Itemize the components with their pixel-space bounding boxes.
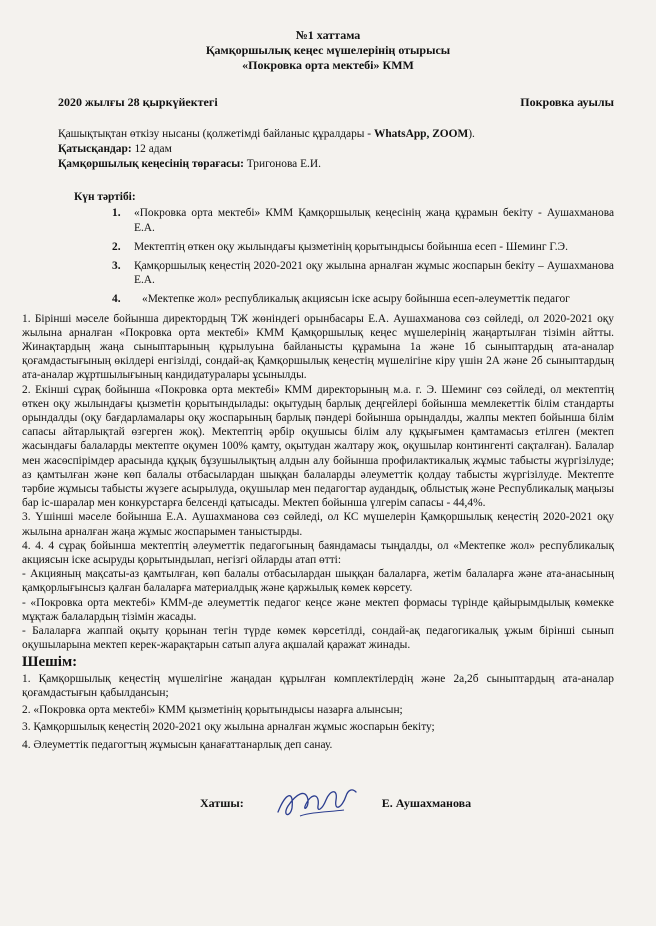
meeting-title: Қамқоршылық кеңес мүшелерінің отырысы — [205, 43, 451, 57]
meeting-format: Қашықтықтан өткізу нысаны (қолжетімді байланыс құралдары - WhatsApp, ZOOM). — [58, 128, 475, 141]
secretary-label: Хатшы: — [200, 795, 244, 810]
agenda-list — [112, 206, 614, 306]
discussion-paragraph-4: 4. 4. 4 сұрақ бойынша мектептің әлеуметтік педагогының баяндамасы тыңдалды, ол «Мектепке жол» республикалық акциясын іске асыруды қорытындылап, негізгі ойларды атап өтті: — [22, 539, 614, 567]
decision-item: 1. Қамқоршылық кеңестің мүшелігіне жаңадан құрылған комплектілердің және 2а,2б сыныптардың ата-аналар қоғамдастығын қабылдансын; — [22, 672, 614, 699]
school-name: «Покровка орта мектебі» КММ — [242, 58, 414, 72]
secretary-name: Е. Аушахманова — [381, 795, 472, 810]
discussion-bullet-1: - Акцияның мақсаты-аз қамтылған, көп балалы отбасылардан шыққан балаларға, жетім балаларға және ата-анасының қамқорлығынсыз қалған балаларға материалдық және қаржылық көмек көрсету. — [22, 568, 614, 595]
decision-item: 4. Әлеуметтік педагогтың жұмысын қанағаттанарлық деп санау. — [22, 738, 333, 751]
chairperson: Қамқоршылық кеңесінің төрағасы: Тригонова Е.И. — [58, 158, 321, 171]
agenda-item: 1. «Покровка орта мектебі» КММ Қамқоршылық кеңесінің жаңа құрамын бекіту - Аушахманова Е.А. — [112, 207, 614, 234]
agenda-item: 4. «Мектепке жол» республикалық акциясын іске асыру бойынша есеп-әлеуметтік педагог — [112, 293, 570, 306]
discussion-paragraph-1: 1. Бірінші мәселе бойынша директордың ТЖ жөніндегі орынбасары Е.А. Аушахманова сөз сөйледі, ол 2020-2021 оқу жылына арналған «Покровка орта мектебі» КММ Қамқоршылық кеңес мүшелерінің жаңартылған тізімін айтты. Жинақтардың жаңа сыныптарының құрылуына байланысты құрамына 1а және 1б сыныптардың ата-аналар қоғамдастығының өкілдері енгізілді, сондай-ақ Қамқоршылық кеңестің мүшелігіне кіру үшін 2А және 2б сыныптардың ата-аналар жұртшылығының кандидатуралары ұсынылды. — [22, 312, 614, 382]
signature-block — [200, 782, 614, 824]
attendees: Қатысқандар: 12 адам — [58, 143, 172, 156]
discussion-paragraph-3: 3. Үшінші мәселе бойынша Е.А. Аушахманова сөз сөйледі, ол КС мүшелерін Қамқоршылық кеңестің 2020-2021 оқу жылына арналған жаңа жұмыс жоспарымен таныстырды. — [22, 511, 614, 538]
decision-item: 2. «Покровка орта мектебі» КММ қызметінің қорытындысы назарға алынсын; — [22, 704, 403, 717]
protocol-header — [42, 28, 614, 73]
discussion-bullet-3: - Балаларға жаппай оқыту қорынан тегін түрде көмек көрсетілді, сондай-ақ педагогикалық ұжым бірінші сынып оқушыларына мектеп керек-жарақтарын сатып алуға ақшалай қаражат жинады. — [22, 625, 614, 652]
protocol-number: №1 хаттама — [295, 28, 361, 42]
agenda-item: 2. Мектептің өткен оқу жылындағы қызметінің қорытындысы бойынша есеп - Шеминг Г.Э. — [112, 240, 568, 253]
dateline — [58, 95, 614, 109]
discussion-bullet-2: - «Покровка орта мектебі» КММ-де әлеуметтік педагог кеңсе және мектеп формасы түрінде қайырымдылық көмекке мұқтаж балалардың тізімін жасады. — [22, 596, 614, 623]
meeting-date: 2020 жылғы 28 қыркүйектегі — [58, 95, 218, 109]
meeting-place: Покровка ауылы — [520, 95, 614, 109]
agenda-item: 3. Қамқоршылық кеңестің 2020-2021 оқу жылына арналған жұмыс жоспарын бекіту – Аушахманова Е.А. — [112, 260, 614, 287]
decision-item: 3. Қамқоршылық кеңестің 2020-2021 оқу жылына арналған жұмыс жоспарын бекіту; — [22, 721, 435, 734]
meeting-meta — [58, 127, 614, 172]
agenda-title: Күн тәртібі: — [74, 191, 136, 204]
decision-title: Шешім: — [22, 653, 78, 670]
handwritten-signature — [272, 782, 360, 824]
discussion-paragraph-2: 2. Екінші сұрақ бойынша «Покровка орта мектебі» КММ директорының м.а. г. Э. Шеминг сөз сөйледі, ол мектептің өткен оқу жылындағы қызметін қорытындылады: оқытудың барлық деңгейлері бойынша мемлекеттік білім стандарты орындалды (оқу бағдарламалары оқу жоспарының барлық пәндері бойынша орындалды, жалпы мектеп бойынша білім сапасы айтарлықтай өзгерген жоқ). Мектептің әрбір оқушысы білім алу құқығымен қамтамасыз етілген (мектеп жасындағы балаларды мектепте оқумен 100% қамту, оқытудан жалтару жоқ, оқушылар контингенті сақталған). Балалар мен жасөспірімдер арасында құқық бұзушылықтың алдын алу бойынша профилактикалық жұмыс табысты жүргізілуде; аз қамтылған және көп балалы отбасылардан шыққан балаларды әлеуметтік қолдау табысты жүргізілуде. Мектепте тәрбие жұмысы табысты жүзеге асырылуда, оқушылар мен педагогтар аудандық, облыстық және Республикалық маңызы бар іс-шаралар мен конкурстарға белсенді қатысады. Мектеп бойынша үлгерім сапасы - 44,4%. — [22, 383, 614, 510]
